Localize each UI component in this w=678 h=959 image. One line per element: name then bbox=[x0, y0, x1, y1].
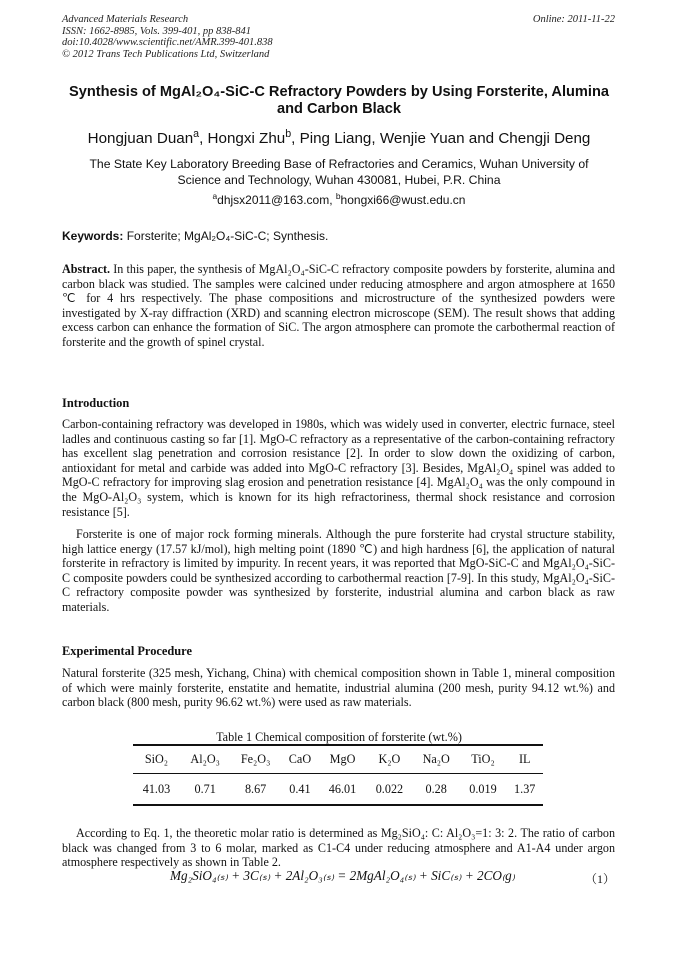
email-a: dhjsx2011@163.com bbox=[217, 193, 330, 207]
equation-1: Mg₂SiO₄₍ₛ₎ + 3C₍ₛ₎ + 2Al₂O₃₍ₛ₎ = 2MgAl₂O₄₍ₛ₎ + SiC₍ₛ₎ + 2CO₍g₎ bbox=[170, 868, 515, 883]
abstract bbox=[62, 262, 615, 350]
email-b: hongxi66@wust.edu.cn bbox=[340, 193, 466, 207]
table-cell: 1.37 bbox=[506, 774, 543, 806]
table-header-cell: IL bbox=[506, 745, 543, 774]
intro-paragraph-2: Forsterite is one of major rock forming minerals. Although the pure forsterite had crystal structure stability, high lattice energy (17.57 kJ/mol), high melting point (1890 ℃) and high hardness [6], the application of natural forsterite in refractory is limited by impurity. In recent years, it was reported that MgO-SiC-C and MgAl₂O₄-SiC-C composite powders could be synthesized according to carbothermal reaction [7-9]. In this study, MgAl₂O₄-SiC-C refractory composite powder was synthesized by forsterite, industrial alumina and carbon black as raw materials. bbox=[62, 527, 615, 614]
table-cell: 41.03 bbox=[133, 774, 180, 806]
keywords bbox=[62, 229, 616, 243]
table-cell: 0.71 bbox=[180, 774, 230, 806]
abstract-text: In this paper, the synthesis of MgAl₂O₄-SiC-C refractory composite powders by forsterite, alumina and carbon black was studied. The samples were calcined under reducing atmosphere and argon atmosphere at 1650 ℃ for 4 hrs respectively. The phase compositions and microstructure of the synthesized powders were investigated by X-ray diffraction (XRD) and scanning electron microscope (SEM). The result shows that adding excess carbon can enhance the formation of SiC. The argon atmosphere can promote the carbothermal reaction of forsterite and the growth of spinel crystal. bbox=[62, 262, 615, 349]
keywords-text: Forsterite; MgAl₂O₄-SiC-C; Synthesis. bbox=[126, 229, 329, 243]
table-row bbox=[133, 774, 543, 806]
table-header-cell: Al₂O₃ bbox=[180, 745, 230, 774]
paper-title: Synthesis of MgAl₂O₄-SiC-C Refractory Powders by Using Forsterite, Alumina and Carbon Black bbox=[69, 84, 609, 117]
table-header-cell: Na₂O bbox=[413, 745, 460, 774]
author: Hongjuan Duan$^a$ bbox=[87, 127, 200, 147]
author: Wenjie Yuan bbox=[379, 130, 465, 147]
author: Hongxi Zhu$^b$ bbox=[207, 127, 292, 147]
author: Chengji Deng bbox=[498, 130, 591, 147]
keywords-label: Keywords: bbox=[62, 229, 124, 243]
table-header-row bbox=[133, 745, 543, 774]
journal-name: Advanced Materials Research bbox=[62, 14, 189, 25]
affiliation: The State Key Laboratory Breeding Base of Refractories and Ceramics, Wuhan University of Science and Technology, Wuhan 430081, Hubei, P.R. China bbox=[89, 157, 589, 187]
table-caption: Table 1 Chemical composition of forsterite (wt.%) bbox=[216, 730, 462, 744]
table-cell: 0.28 bbox=[413, 774, 460, 806]
section-heading: Experimental Procedure bbox=[62, 644, 192, 658]
table-cell: 46.01 bbox=[319, 774, 366, 806]
table-cell: 0.019 bbox=[460, 774, 507, 806]
table-header-cell: CaO bbox=[281, 745, 319, 774]
table-cell: 8.67 bbox=[230, 774, 280, 806]
journal-header bbox=[62, 14, 615, 60]
equation-number: （1） bbox=[585, 872, 616, 886]
table-header-cell: MgO bbox=[319, 745, 366, 774]
table-header-cell: Fe₂O₃ bbox=[230, 745, 280, 774]
table-header-cell: TiO₂ bbox=[460, 745, 507, 774]
table-header-cell: SiO₂ bbox=[133, 745, 180, 774]
author-list: Hongjuan Duan$^a$, Hongxi Zhu$^b$, Ping Liang, Wenjie Yuan and Chengji Deng bbox=[87, 127, 591, 147]
table-cell: 0.022 bbox=[366, 774, 413, 806]
author: Ping Liang bbox=[299, 130, 372, 147]
section-heading: Introduction bbox=[62, 396, 130, 410]
abstract-label: Abstract. bbox=[62, 262, 111, 276]
issn-line: ISSN: 1662-8985, Vols. 399-401, pp 838-841 bbox=[62, 25, 251, 37]
experimental-paragraph-1: Natural forsterite (325 mesh, Yichang, China) with chemical composition shown in Table 1, mineral composition of which were mainly forsterite, enstatite and hematite, industrial alumina (200 mesh, purity 94.12 wt.%) and carbon black (800 mesh, purity 96.62 wt.%) were used as raw materials. bbox=[62, 666, 615, 710]
doi-line: doi:10.4028/www.scientific.net/AMR.399-401.838 bbox=[62, 37, 273, 49]
copyright-line: © 2012 Trans Tech Publications Ltd, Switzerland bbox=[62, 48, 270, 60]
table-header-cell: K₂O bbox=[366, 745, 413, 774]
chemical-composition-table bbox=[133, 744, 543, 806]
author-emails: $^a$dhjsx2011@163.com, $^b$hongxi66@wust.edu.cn bbox=[212, 191, 466, 207]
table-cell: 0.41 bbox=[281, 774, 319, 806]
experimental-paragraph-2: According to Eq. 1, the theoretic molar ratio is determined as Mg₂SiO₄: C: Al₂O₃=1: 3: 2. The ratio of carbon black was changed from 3 to 6 molar, marked as C1-C4 under reducing atmosphere and A1-A4 under argon atmosphere respectively as shown in Table 2. bbox=[62, 826, 615, 870]
intro-paragraph-1: Carbon-containing refractory was developed in 1980s, which was widely used in converter, electric furnace, steel ladles and continuous casting so far [1]. MgO-C refractory as a representative of the carbon-containing refractory has excellent slag penetration and corrosion resistance [2]. In order to slow down the oxidizing of carbon, antioxidant for metal and carbide was added into MgO-C refractory [3]. Besides, MgAl₂O₄ spinel was added to MgO-C refractory for improving slag erosion and penetration resistance [4]. MgAl₂O₄ was the only compound in the MgO-Al₂O₃ system, which is known for its high refractoriness, thermal shock resistance and corrosion resistance [5]. bbox=[62, 417, 615, 519]
online-date: Online: 2011-11-22 bbox=[532, 14, 615, 25]
